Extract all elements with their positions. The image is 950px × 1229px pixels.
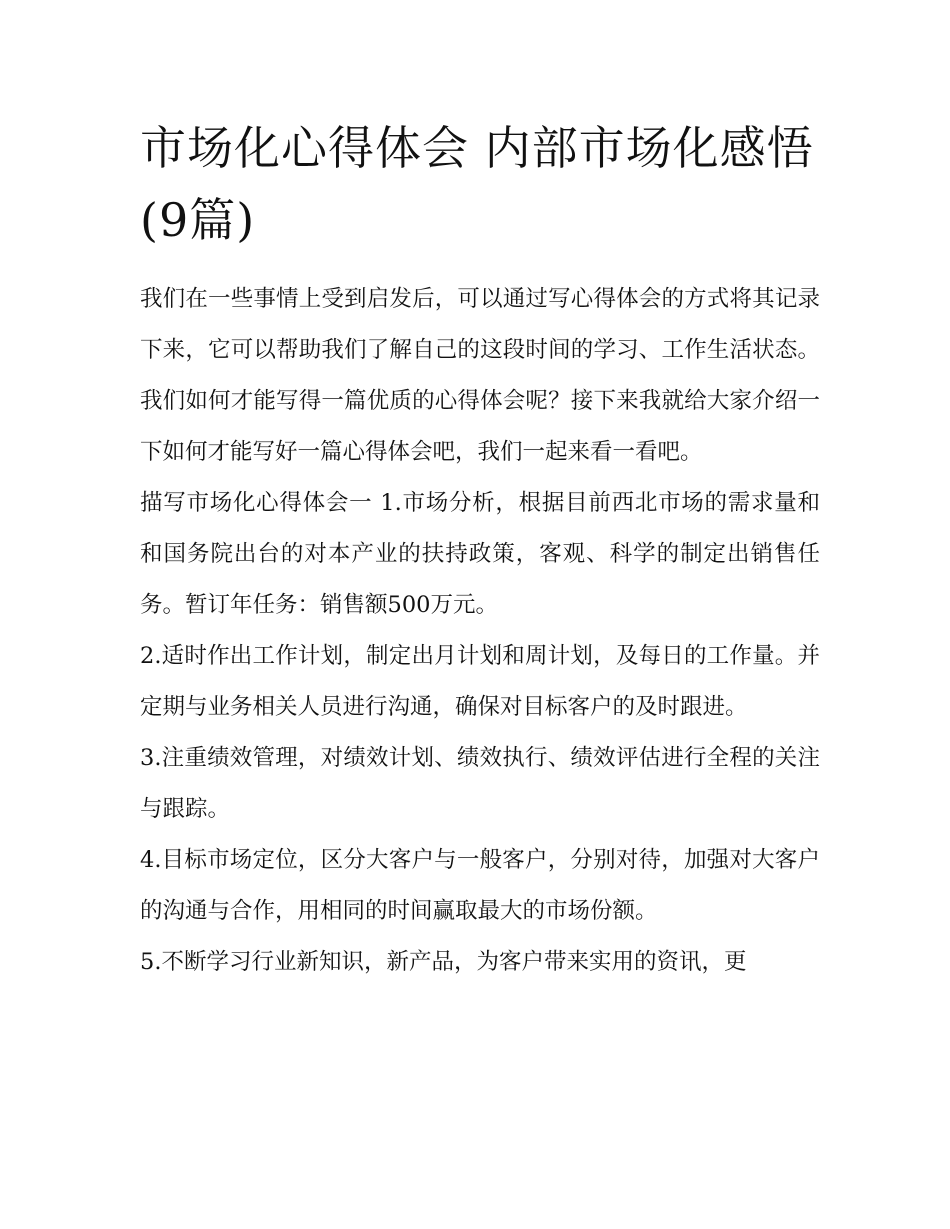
- list-item-5: 5.不断学习行业新知识，新产品，为客户带来实用的资讯，更: [140, 949, 747, 975]
- section-one-paragraph: 描写市场化心得体会一 1.市场分析，根据目前西北市场的需求量和和国务院出台的对本产业的扶持政策，客观、科学的制定出销售任务。暂订年任务：销售额500万元。: [140, 490, 820, 618]
- intro-paragraph: 我们在一些事情上受到启发后，可以通过写心得体会的方式将其记录下来，它可以帮助我们了解自己的这段时间的学习、工作生活状态。我们如何才能写得一篇优质的心得体会呢？接下来我就给大家介绍一下如何才能写好一篇心得体会吧，我们一起来看一看吧。: [140, 286, 820, 465]
- list-item-4: 4.目标市场定位，区分大客户与一般客户，分别对待，加强对大客户的沟通与合作，用相同的时间赢取最大的市场份额。: [140, 847, 820, 924]
- list-item-3: 3.注重绩效管理，对绩效计划、绩效执行、绩效评估进行全程的关注与跟踪。: [140, 745, 820, 822]
- list-item-2: 2.适时作出工作计划，制定出月计划和周计划，及每日的工作量。并定期与业务相关人员进行沟通，确保对目标客户的及时跟进。: [140, 643, 820, 720]
- document-title: 市场化心得体会 内部市场化感悟(9篇): [140, 121, 814, 247]
- document-page: [140, 112, 820, 988]
